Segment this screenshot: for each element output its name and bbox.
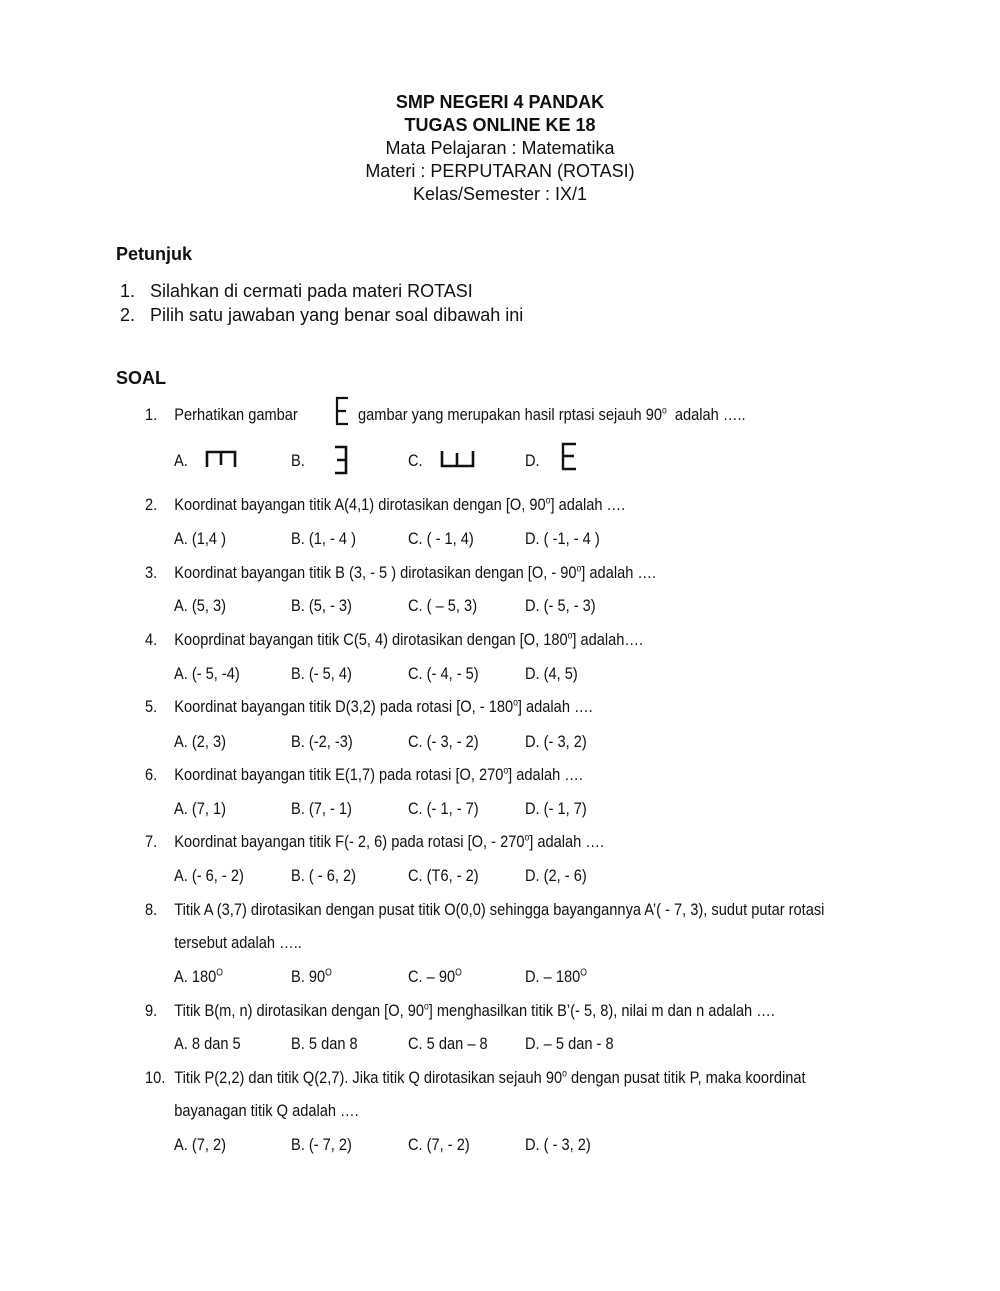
- option-a[interactable]: A. (- 6, - 2): [174, 866, 244, 885]
- option-d[interactable]: D. ( - 3, 2): [525, 1135, 591, 1154]
- option-b[interactable]: B. (-2, -3): [291, 732, 353, 751]
- question-text: Koordinat bayangan titik E(1,7) pada rotasi [O, 270$^o$] adalah ….: [174, 765, 583, 784]
- option-d[interactable]: D. (4, 5): [525, 664, 578, 683]
- option-c[interactable]: C. (- 1, - 7): [408, 799, 479, 818]
- instruction-number: 2.: [120, 305, 136, 325]
- option-d[interactable]: D. (2, - 6): [525, 866, 587, 885]
- option-d[interactable]: D. (- 5, - 3): [525, 596, 596, 615]
- option-a[interactable]: A. (7, 1): [174, 799, 227, 818]
- option-a[interactable]: A. (5, 3): [174, 596, 227, 615]
- option-b[interactable]: B.: [291, 451, 305, 470]
- instructions-title: Petunjuk: [116, 244, 193, 264]
- question-number: 8.: [145, 900, 158, 919]
- question-number: 9.: [145, 1001, 158, 1020]
- option-d[interactable]: D. (- 1, 7): [525, 799, 587, 818]
- question-text-continued: gambar yang merupakan hasil rptasi sejauh 90$^o$ adalah …..: [358, 405, 746, 424]
- question-text: Titik A (3,7) dirotasikan dengan pusat titik O(0,0) sehingga bayangannya A’( - 7, 3), sudut putar rotasi: [174, 900, 825, 919]
- letter-e-rotated-270-icon: [440, 449, 476, 469]
- option-c[interactable]: C. – $90^O$: [408, 967, 462, 986]
- question-number: 6.: [145, 765, 158, 784]
- instruction-item: [120, 281, 473, 302]
- question-number: 5.: [145, 697, 158, 716]
- instruction-text: Pilih satu jawaban yang benar soal dibawah ini: [150, 305, 524, 325]
- question-text: Perhatikan gambar: [174, 405, 298, 424]
- question-text: bayanagan titik Q adalah ….: [174, 1101, 359, 1120]
- letter-e-rotated-90-icon: [205, 449, 237, 469]
- question-text: Koordinat bayangan titik D(3,2) pada rotasi [O, - 180$^o$] adalah ….: [174, 697, 593, 716]
- letter-e-icon: [560, 442, 580, 472]
- option-c[interactable]: C. ( - 1, 4): [408, 529, 474, 548]
- letter-e-icon: [334, 396, 352, 426]
- instruction-item: [120, 305, 523, 326]
- option-c[interactable]: C. (- 4, - 5): [408, 664, 479, 683]
- option-d[interactable]: D. ( -1, - 4 ): [525, 529, 600, 548]
- question-text: Titik B(m, n) dirotasikan dengan [O, 90$^o$] menghasilkan titik B’(- 5, 8), nilai m dan n adalah ….: [174, 1001, 775, 1020]
- question-number: 1.: [145, 405, 158, 424]
- school-name: SMP NEGERI 4 PANDAK: [395, 92, 605, 112]
- option-a[interactable]: A. (2, 3): [174, 732, 227, 751]
- option-a[interactable]: A. 8 dan 5: [174, 1034, 241, 1053]
- material-line: Materi : PERPUTARAN (ROTASI): [365, 161, 635, 181]
- option-b[interactable]: B. $90^O$: [291, 967, 332, 986]
- question-number: 3.: [145, 563, 158, 582]
- option-b[interactable]: B. (7, - 1): [291, 799, 352, 818]
- option-a[interactable]: A. (- 5, -4): [174, 664, 240, 683]
- question-number: 2.: [145, 495, 158, 514]
- option-a[interactable]: A. (1,4 ): [174, 529, 227, 548]
- option-a[interactable]: A. $180^O$: [174, 967, 223, 986]
- instruction-number: 1.: [120, 281, 136, 301]
- question-text: Koordinat bayangan titik B (3, - 5 ) dirotasikan dengan [O, - 90$^o$] adalah ….: [174, 563, 657, 582]
- letter-e-mirrored-icon: [332, 444, 350, 476]
- option-d[interactable]: D. – $180^O$: [525, 967, 587, 986]
- question-text: Kooprdinat bayangan titik C(5, 4) dirotasikan dengan [O, 180$^o$] adalah….: [174, 630, 644, 649]
- option-c[interactable]: C. (- 3, - 2): [408, 732, 479, 751]
- question-text: Titik P(2,2) dan titik Q(2,7). Jika titik Q dirotasikan sejauh 90$^o$ dengan pusat titik P, maka koordinat: [174, 1068, 806, 1087]
- option-b[interactable]: B. (1, - 4 ): [291, 529, 356, 548]
- question-text: Koordinat bayangan titik F(- 2, 6) pada rotasi [O, - 270$^o$] adalah ….: [174, 832, 605, 851]
- option-b[interactable]: B. (- 7, 2): [291, 1135, 352, 1154]
- option-c[interactable]: C. (7, - 2): [408, 1135, 470, 1154]
- document-header: [0, 91, 1000, 206]
- option-b[interactable]: B. 5 dan 8: [291, 1034, 358, 1053]
- soal-title: SOAL: [116, 368, 167, 388]
- option-d[interactable]: D.: [525, 451, 540, 470]
- question-number: 7.: [145, 832, 158, 851]
- option-b[interactable]: B. (5, - 3): [291, 596, 352, 615]
- question-text: tersebut adalah …..: [174, 933, 302, 952]
- question-number: 4.: [145, 630, 158, 649]
- option-d[interactable]: D. (- 3, 2): [525, 732, 587, 751]
- option-b[interactable]: B. (- 5, 4): [291, 664, 352, 683]
- option-a[interactable]: A. (7, 2): [174, 1135, 227, 1154]
- option-d[interactable]: D. – 5 dan - 8: [525, 1034, 614, 1053]
- option-c[interactable]: C. ( – 5, 3): [408, 596, 478, 615]
- option-c[interactable]: C. (T6, - 2): [408, 866, 479, 885]
- instruction-text: Silahkan di cermati pada materi ROTASI: [150, 281, 473, 301]
- task-title: TUGAS ONLINE KE 18: [404, 115, 596, 135]
- option-c[interactable]: C.: [408, 451, 423, 470]
- option-b[interactable]: B. ( - 6, 2): [291, 866, 356, 885]
- option-a[interactable]: A.: [174, 451, 188, 470]
- question-text: Koordinat bayangan titik A(4,1) dirotasikan dengan [O, 90$^o$] adalah ….: [174, 495, 626, 514]
- class-line: Kelas/Semester : IX/1: [412, 184, 588, 204]
- question-number: 10.: [145, 1068, 166, 1087]
- option-c[interactable]: C. 5 dan – 8: [408, 1034, 488, 1053]
- subject-line: Mata Pelajaran : Matematika: [385, 138, 615, 158]
